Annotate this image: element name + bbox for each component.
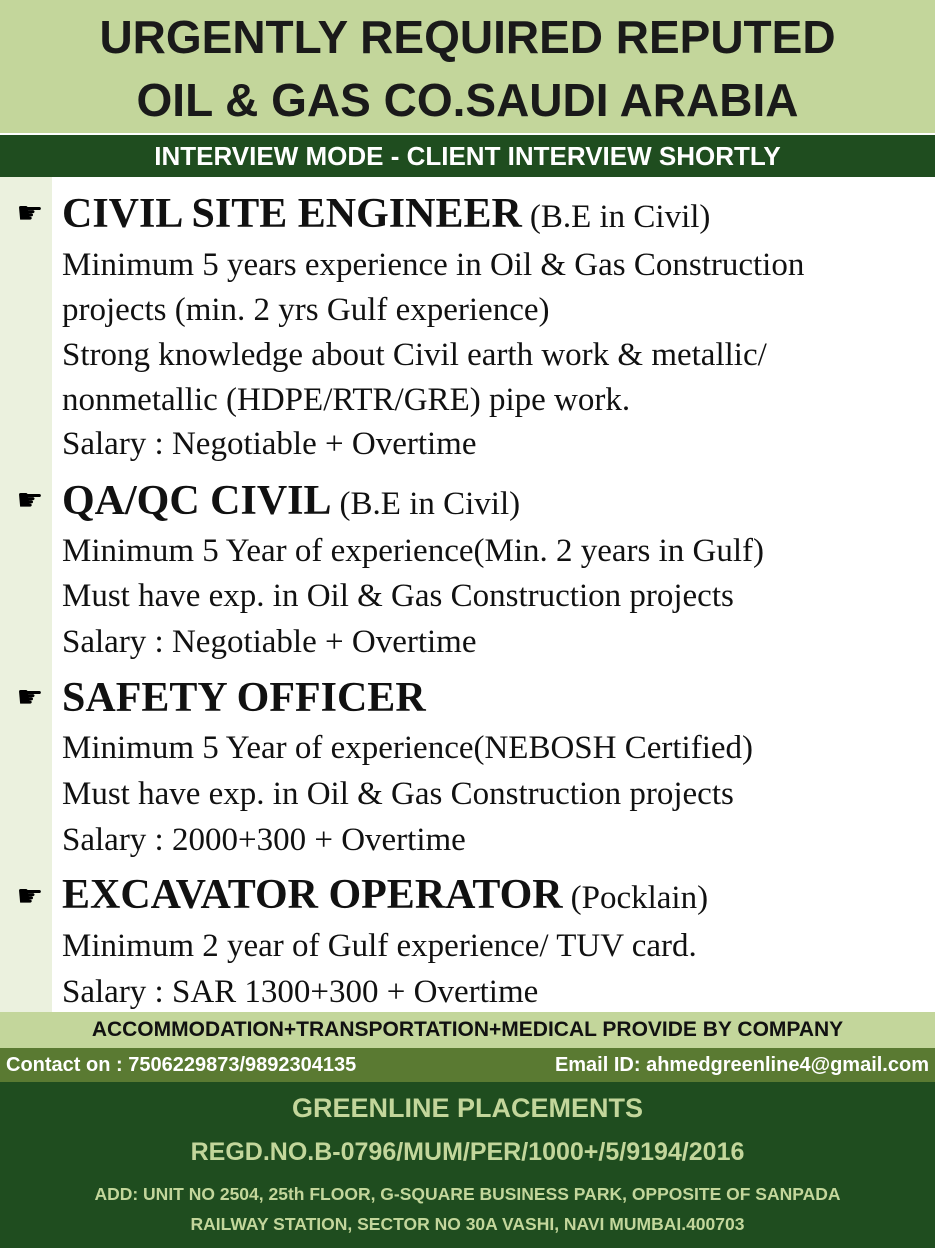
company-name: GREENLINE PLACEMENTS bbox=[291, 1093, 644, 1123]
job-title-text: CIVIL SITE ENGINEER bbox=[62, 191, 522, 237]
job-detail-line: Minimum 2 year of Gulf experience/ TUV card. bbox=[62, 928, 697, 964]
job-salary-line: Salary : Negotiable + Overtime bbox=[62, 426, 477, 462]
job-title-safety-officer bbox=[62, 672, 434, 724]
job-detail-line: nonmetallic (HDPE/RTR/GRE) pipe work. bbox=[62, 382, 631, 418]
contact-email: Email ID: ahmedgreenline4@gmail.com bbox=[554, 1054, 929, 1076]
job-detail-line: Minimum 5 Year of experience(NEBOSH Certified) bbox=[62, 730, 754, 766]
job-title-text: EXCAVATOR OPERATOR bbox=[62, 872, 563, 918]
job-detail-line: projects (min. 2 yrs Gulf experience) bbox=[62, 292, 550, 328]
job-title-excavator-operator bbox=[62, 869, 708, 921]
job-detail-line: Must have exp. in Oil & Gas Construction projects bbox=[62, 578, 734, 614]
hand-pointing-right-icon: ☛ bbox=[16, 483, 44, 518]
registration-number: REGD.NO.B-0796/MUM/PER/1000+/5/9194/2016 bbox=[190, 1138, 745, 1166]
job-detail-line: Minimum 5 years experience in Oil & Gas Construction bbox=[62, 247, 805, 283]
interview-mode-banner: INTERVIEW MODE - CLIENT INTERVIEW SHORTLY bbox=[0, 135, 935, 177]
headline-line-1: URGENTLY REQUIRED REPUTED bbox=[99, 11, 836, 63]
hand-pointing-right-icon: ☛ bbox=[16, 879, 44, 914]
hand-pointing-right-icon: ☛ bbox=[16, 680, 44, 715]
job-title-text: SAFETY OFFICER bbox=[62, 675, 426, 721]
address-line-1: ADD: UNIT NO 2504, 25th FLOOR, G-SQUARE BUSINESS PARK, OPPOSITE OF SANPADA bbox=[94, 1184, 841, 1204]
job-salary-line: Salary : 2000+300 + Overtime bbox=[62, 822, 466, 858]
benefits-banner: ACCOMMODATION+TRANSPORTATION+MEDICAL PROVIDE BY COMPANY bbox=[0, 1012, 935, 1048]
headline-line-2: OIL & GAS CO.SAUDI ARABIA bbox=[136, 74, 799, 126]
footer bbox=[0, 1082, 935, 1248]
hand-pointing-right-icon: ☛ bbox=[16, 196, 44, 231]
job-title-text: QA/QC CIVIL bbox=[62, 478, 332, 524]
job-detail-line: Minimum 5 Year of experience(Min. 2 years in Gulf) bbox=[62, 533, 765, 569]
job-qualification: (B.E in Civil) bbox=[529, 199, 711, 235]
job-title-qa-qc-civil bbox=[62, 475, 520, 527]
address-line-2: RAILWAY STATION, SECTOR NO 30A VASHI, NAVI MUMBAI.400703 bbox=[190, 1214, 745, 1234]
job-qualification: (Pocklain) bbox=[570, 880, 709, 916]
job-qualification: (B.E in Civil) bbox=[339, 486, 521, 522]
job-salary-line: Salary : SAR 1300+300 + Overtime bbox=[62, 974, 539, 1010]
contact-bar bbox=[0, 1048, 935, 1082]
job-detail-line: Must have exp. in Oil & Gas Construction projects bbox=[62, 776, 734, 812]
job-detail-line: Strong knowledge about Civil earth work & metallic/ bbox=[62, 337, 767, 373]
job-salary-line: Salary : Negotiable + Overtime bbox=[62, 624, 477, 660]
contact-phone: Contact on : 7506229873/9892304135 bbox=[6, 1054, 357, 1076]
header-banner bbox=[0, 0, 935, 133]
job-title-civil-site-engineer bbox=[62, 188, 710, 240]
